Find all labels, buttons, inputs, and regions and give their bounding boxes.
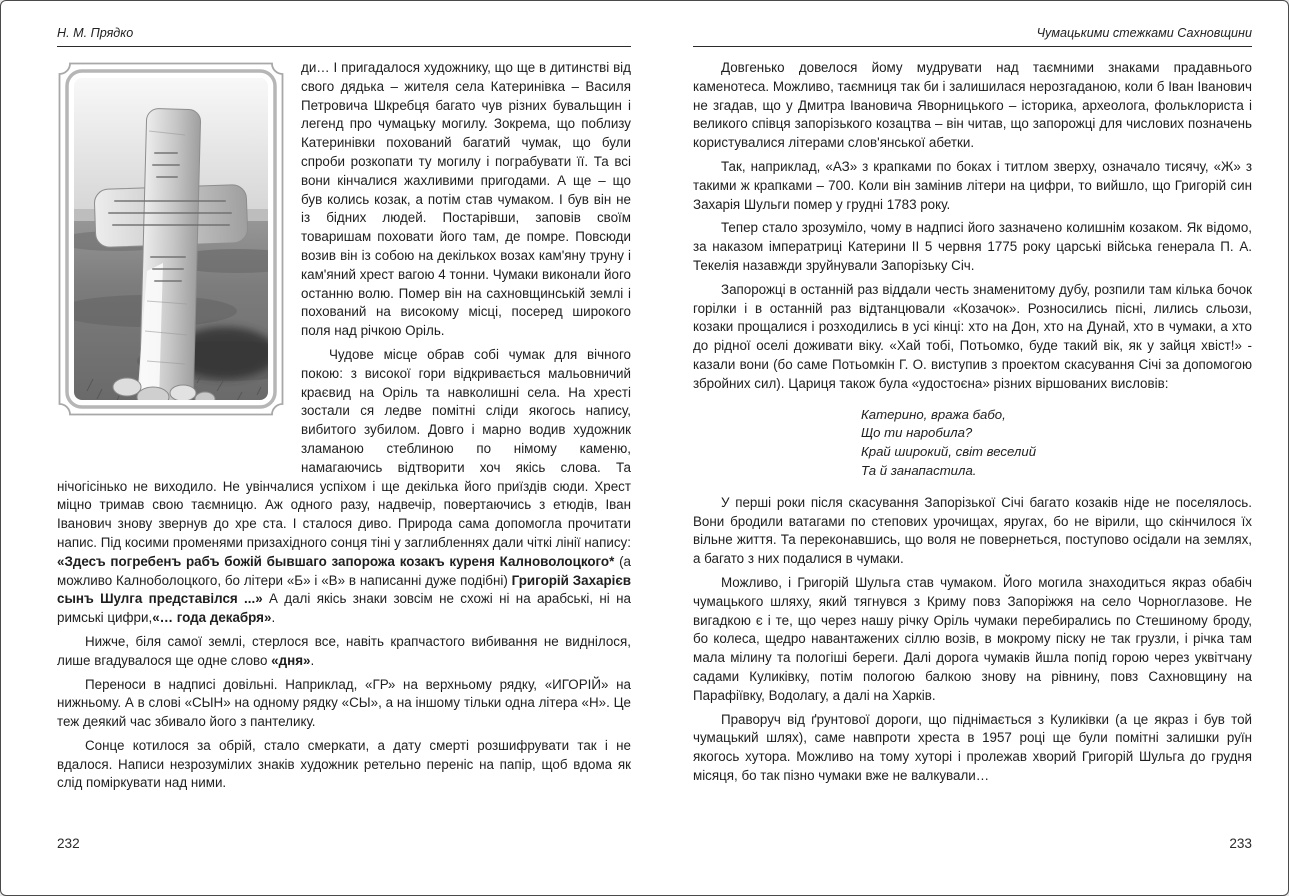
page-header-right bbox=[693, 23, 1252, 47]
inscription-quote: Григорій Захарієв сынъ Шулга представілся ...» bbox=[57, 572, 631, 607]
running-head-author: Н. М. Прядко bbox=[57, 26, 134, 40]
inscription-quote: «дня» bbox=[271, 652, 311, 668]
text-run: Запорожці в останній раз віддали честь знаменитому дубу, розпили там кілька бочок горілки і в останній раз відтанцювали «Козачок». Розносились пісні, лились сльози, козаки прощалися і розходились в усі кінці: хто на Дон, хто на Дунай, хто в чумаки, а хто до рідної оселі доживати віку. «Хай тобі, Потьомко, буде такий вік, як у зайця хвіст!» - казали вони (бо саме Потьомкін Г. О. виступив з проектом скасування Січі за допомогою збройних сил). Цариця також була «удостоєна» різних віршованих висловів: bbox=[692, 281, 1252, 391]
right-page-body bbox=[693, 59, 1252, 786]
paragraph bbox=[693, 281, 1252, 394]
text-run: (а можливо Калноболоцкого, бо літери «Б» і «В» в написанні дуже подібні) bbox=[57, 553, 631, 588]
inscription-quote: «Здесъ погребенъ рабъ божій бывшаго запорожа козакъ куреня Калноволоцкого* bbox=[57, 553, 615, 569]
running-head-chapter: Чумацькими стежками Сахновщини bbox=[1036, 26, 1252, 40]
right-page-paragraphs-bottom bbox=[693, 494, 1252, 786]
paragraph bbox=[693, 59, 1252, 153]
paragraph bbox=[57, 633, 631, 671]
poem-line: Катерино, вража бабо, bbox=[860, 406, 1006, 422]
text-run: Праворуч від ґрунтової дороги, що піднімається з Куликівки (а це якраз і був той чумацький шлях), саме навпроти хреста в 1957 році ще були помітні залишки руїн якогось хутора. Можливо на тому хуторі і пролежав хворий Григорій Шульга до грудня місяця, бо так пізно чумаки вже не валкували… bbox=[692, 711, 1252, 783]
header-rule-left bbox=[57, 46, 631, 47]
text-run: ди… І пригадалося художнику, що ще в дитинстві від свого дядька – жителя села Катеринівка – Василя Петровича Шкребця багато чув різних бувальщин і легенд про чумацьку могилу. Зокрема, що поблизу Катеринівки похований багатий чумак, що були спроби розкопати ту могилу і пограбувати її. Та всі вони кінчалися жахливими пригодами. А ще – що був колись козак, а потім став чумаком. І був він не із бідних людей. Постарівши, заповів своїм товаришам поховати його там, де помре. Повсюди возив він із собою на декількох возах кам'яну труну і кам'яний хрест вагою 4 тонни. Чумаки виконали його останню волю. Помер він на сахновщинській землі і похований на високому місці, посеред широкого поля над річкою Оріль. bbox=[301, 60, 631, 339]
poem-line: Край широкий, світ веселий bbox=[860, 444, 1037, 460]
paragraph bbox=[693, 158, 1252, 214]
text-run: А далі якісь знаки зовсім не схожі ні на арабські, ні на римські цифри, bbox=[57, 591, 631, 626]
poem-line: Що ти наробила? bbox=[860, 425, 973, 441]
page-number-right: 233 bbox=[1229, 836, 1252, 851]
text-run: Сонце котилося за обрій, стало смеркати, а дату смерті розшифрувати так і не вдалося. Написи незрозумілих знаків художник ретельно переніс на папір, щоб вдома як слід поміркувати над ними. bbox=[57, 737, 631, 791]
inscription-quote: «… года декабря» bbox=[152, 610, 272, 626]
text-run: Переноси в надписі довільні. Наприклад, «ГР» на верхньому рядку, «ИГОРІЙ» на нижньому. А в слові «СЫН» на одному рядку «СЫ», а на іншому тільки одна літера «Н». Це теж деякий час збивало його з пантелику. bbox=[57, 676, 631, 730]
page-number-left: 232 bbox=[57, 836, 80, 851]
text-run: . bbox=[271, 610, 276, 626]
page-header-left bbox=[57, 23, 631, 47]
paragraph bbox=[693, 711, 1252, 786]
text-run: Тепер стало зрозуміло, чому в надписі його зазначено колишнім козаком. Як відомо, за наказом імператриці Катерини ІІ 5 червня 1775 року царські війська генерала П. А. Текелія назавжди зруйнували Запорізьку Січ. bbox=[692, 220, 1252, 273]
poem bbox=[861, 406, 1252, 481]
text-run: У перші роки після скасування Запорізької Січі багато козаків ніде не поселялось. Вони бродили ватагами по степових урочищах, яругах, бо не вірили, що скінчилося їх вільне життя. Та переконавшись, що воля не повернеться, поступово осідали на землях, а багато з них подалися в чумаки. bbox=[692, 494, 1252, 567]
photo-content bbox=[57, 78, 285, 407]
paragraph bbox=[693, 574, 1252, 706]
header-rule-right bbox=[693, 46, 1252, 47]
text-run: Чудове місце обрав собі чумак для вічного покою: з високої гори відкривається мальовничий краєвид на Оріль та навколишні села. На хресті зостали ся ледве помітні сліди якогось напису, вибитого зубилом. Довго і марно водив художник зламаною стеблиною по німому каменю, намагаючись відтворити хоч якісь слова. Та нічогісінько не виходило. Не увінчалися успіхом і ще декілька його приїздів сюди. Хрест міцно тримав свою таємницю. Аж одного разу, надвечір, повертаючись з етюдів, Іван Іванович знову звернув до хре ста. І сталося диво. Природа сама допомогла прочитати напис. Під косими променями призахідного сонця тіні у заглибленнях дали чіткі лінії напису: bbox=[57, 346, 631, 550]
text-run: . bbox=[310, 652, 315, 668]
paragraph bbox=[693, 219, 1252, 275]
paragraph bbox=[693, 494, 1252, 569]
page-right bbox=[693, 23, 1252, 877]
text-run: Так, наприклад, «АЗ» з крапками по боках і титлом зверху, означало тисячу, «Ж» з такими ж крапками – 700. Коли він замінив літери на цифри, то вийшло, що Григорій син Захарія Шульги помер у грудні 1783 року. bbox=[692, 158, 1252, 212]
stone-cross-photo-illustration bbox=[57, 61, 285, 417]
paragraph bbox=[57, 676, 631, 732]
paragraph bbox=[57, 737, 631, 793]
page-left bbox=[57, 23, 631, 877]
left-page-body bbox=[57, 59, 631, 793]
text-run: Нижче, біля самої землі, стерлося все, навіть крапчастого вибивання не виднілося, лише вгадувалося ще одне слово bbox=[57, 633, 631, 668]
poem-line: Та й занапастила. bbox=[860, 462, 977, 478]
text-run: Можливо, і Григорій Шульга став чумаком. Його могила знаходиться якраз обабіч чумацького шляху, який тягнувся з Криму повз Запоріжжя на село Чорноглазове. Не вигадкою є і те, що через нашу річку Оріль чумаки перебирались по Стешиному броду, бо колеса, щедро навантажених сіллю возів, в мокрому піску не так грузли, і річка там мала мілину та пологіші береги. Далі дорога чумаків йшла попід горою через уквітчану садами Куликівку, потім пологою балкою знову на рівнину, повз Сахновщину на Парафіївку, Водолагу, а далі на Харків. bbox=[692, 574, 1252, 703]
stone-cross-photo bbox=[57, 61, 285, 417]
text-run: Довгенько довелося йому мудрувати над таємними знаками прадавнього каменотеса. Можливо, таємниця так би і залишилася нерозгаданою, коли б Іван Іванович не згадав, що у Дмитра Івановича Яворницького – історика, археолога, фольклориста і великого співця запорізького козацтва – він читав, що запорожці для числових позначень користувалися літерами слов'янської абетки. bbox=[692, 60, 1252, 151]
right-page-paragraphs-top bbox=[693, 59, 1252, 394]
